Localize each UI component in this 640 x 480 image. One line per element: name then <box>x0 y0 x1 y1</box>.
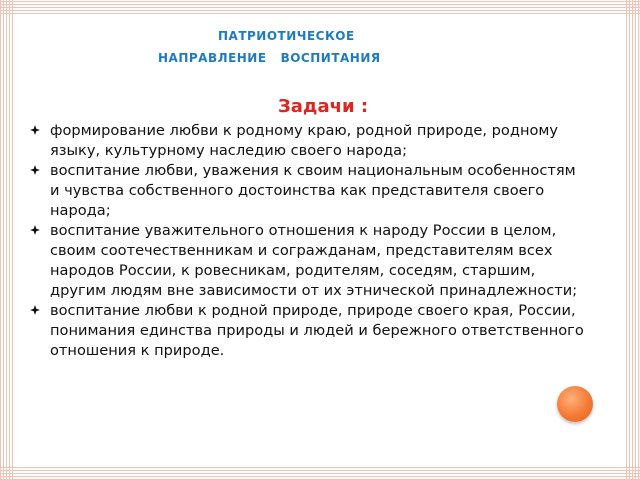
bottom-border-decoration <box>0 466 640 480</box>
left-border-decoration <box>0 0 14 480</box>
four-diamond-bullet-icon <box>30 225 40 235</box>
task-text: формирование любви к родному краю, родной природе, родному языку, культурному наследию своего народа; <box>50 122 559 159</box>
task-text: воспитание любви, уважения к своим национальным особенностям и чувства собственного достоинства как представителя своего народа; <box>50 162 576 219</box>
task-list <box>28 121 588 361</box>
top-border-decoration <box>0 0 640 14</box>
orange-circle-decoration <box>557 386 593 422</box>
four-diamond-bullet-icon <box>30 305 40 315</box>
title-line-1: ПАТРИОТИЧЕСКОЕ <box>218 29 355 43</box>
list-item <box>28 221 588 301</box>
four-diamond-bullet-icon <box>30 125 40 135</box>
list-item <box>28 121 588 161</box>
subtitle-tasks: Задачи : <box>278 96 369 117</box>
right-border-decoration <box>626 0 640 480</box>
four-diamond-bullet-icon <box>30 165 40 175</box>
list-item <box>28 301 588 361</box>
task-text: воспитание уважительного отношения к народу России в целом, своим соотечественникам и согражданам, представителям всех народов России, к ровесникам, родителям, соседям, старшим, другим людям вне зависимости от их этнической принадлежности; <box>50 222 578 299</box>
task-text: воспитание любви к родной природе, природе своего края, России, понимания единства природы и людей и бережного ответственного отношения к природе. <box>50 302 584 359</box>
title-line-2: НАПРАВЛЕНИЕ ВОСПИТАНИЯ <box>158 51 381 65</box>
list-item <box>28 161 588 221</box>
